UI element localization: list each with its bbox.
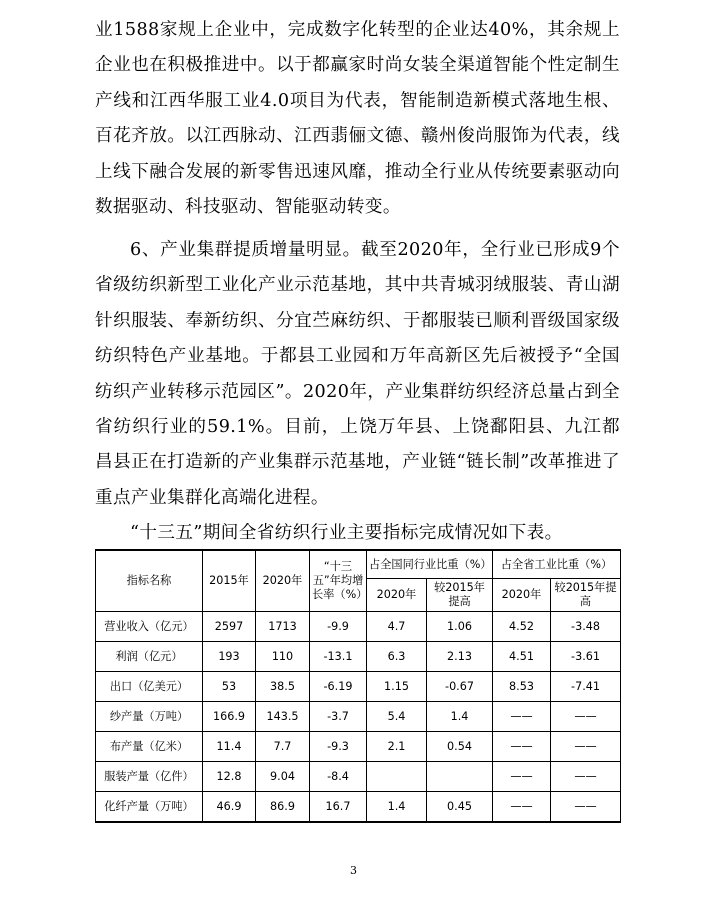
- header-growth: “十三五”年均增长率（%）: [310, 550, 367, 612]
- cell-growth: -13.1: [310, 642, 367, 672]
- cell-2020: 86.9: [256, 792, 310, 823]
- cell-national-2020: 1.4: [367, 792, 427, 823]
- cell-2015: 166.9: [203, 702, 256, 732]
- cell-2020: 7.7: [256, 732, 310, 762]
- table-row: [96, 642, 621, 672]
- cell-provincial-change: -3.48: [551, 612, 621, 642]
- header-national-change: 较2015年提高: [427, 579, 493, 612]
- cell-national-change: [427, 762, 493, 792]
- paragraph-1: 业1588家规上企业中，完成数字化转型的企业达40%，其余规上企业也在积极推进中。以于都赢家时尚女装全渠道智能个性定制生产线和江西华服工业4.0项目为代表，智能制造新模式落地生根、百花齐放。以江西脉动、江西翡俪文德、赣州俊尚服饰为代表，线上线下融合发展的新零售迅速风靡，推动全行业从传统要素驱动向数据驱动、科技驱动、智能驱动转变。: [95, 20, 620, 218]
- header-provincial-change: 较2015年提高: [551, 579, 621, 612]
- cell-growth: -3.7: [310, 702, 367, 732]
- cell-2015: 11.4: [203, 732, 256, 762]
- cell-provincial-2020: ——: [493, 702, 551, 732]
- cell-indicator: 利润（亿元）: [96, 642, 203, 672]
- cell-national-2020: 1.15: [367, 672, 427, 702]
- cell-national-change: -0.67: [427, 672, 493, 702]
- cell-provincial-change: -3.61: [551, 642, 621, 672]
- paragraph-2: 6、产业集群提质增量明显。截至2020年，全行业已形成9个省级纺织新型工业化产业示范基地，其中共青城羽绒服装、青山湖针织服装、奉新纺织、分宜苎麻纺织、于都服装已顺利晋级国家级纺织特色产业基地。于都县工业园和万年高新区先后被授予“全国纺织产业转移示范园区”。2020年，产业集群纺织经济总量占到全省纺织行业的59.1%。目前，上饶万年县、上饶鄱阳县、九江都昌县正在打造新的产业集群示范基地，产业链“链长制”改革推进了重点产业集群化高端化进程。: [95, 240, 620, 508]
- table-row: [96, 732, 621, 762]
- header-provincial-2020: 2020年: [493, 579, 551, 612]
- cell-2020: 110: [256, 642, 310, 672]
- cell-national-change: 0.54: [427, 732, 493, 762]
- cell-provincial-2020: 4.51: [493, 642, 551, 672]
- header-2020: 2020年: [256, 550, 310, 612]
- cell-provincial-2020: ——: [493, 792, 551, 823]
- table-caption: “十三五”期间全省纺织行业主要指标完成情况如下表。: [130, 523, 563, 543]
- cell-growth: -6.19: [310, 672, 367, 702]
- cell-2015: 2597: [203, 612, 256, 642]
- cell-national-2020: 6.3: [367, 642, 427, 672]
- cell-provincial-2020: 8.53: [493, 672, 551, 702]
- cell-national-2020: 4.7: [367, 612, 427, 642]
- table-row: [96, 612, 621, 642]
- cell-2015: 46.9: [203, 792, 256, 823]
- cell-national-2020: 2.1: [367, 732, 427, 762]
- cell-2020: 38.5: [256, 672, 310, 702]
- cell-indicator: 纱产量（万吨）: [96, 702, 203, 732]
- cell-provincial-change: ——: [551, 762, 621, 792]
- cell-national-2020: 5.4: [367, 702, 427, 732]
- cell-indicator: 服装产量（亿件）: [96, 762, 203, 792]
- cell-2020: 9.04: [256, 762, 310, 792]
- cell-2015: 12.8: [203, 762, 256, 792]
- table-row: [96, 762, 621, 792]
- header-national-share: 占全国同行业比重（%）: [367, 550, 493, 579]
- cell-indicator: 出口（亿美元）: [96, 672, 203, 702]
- header-national-2020: 2020年: [367, 579, 427, 612]
- cell-provincial-change: ——: [551, 702, 621, 732]
- cell-provincial-2020: ——: [493, 762, 551, 792]
- cell-national-change: 1.06: [427, 612, 493, 642]
- cell-growth: -8.4: [310, 762, 367, 792]
- cell-growth: -9.9: [310, 612, 367, 642]
- cell-indicator: 化纤产量（万吨）: [96, 792, 203, 823]
- cell-national-change: 0.45: [427, 792, 493, 823]
- cell-provincial-change: -7.41: [551, 672, 621, 702]
- table-row: [96, 702, 621, 732]
- header-2015: 2015年: [203, 550, 256, 612]
- cell-growth: 16.7: [310, 792, 367, 823]
- cell-2020: 1713: [256, 612, 310, 642]
- cell-indicator: 营业收入（亿元）: [96, 612, 203, 642]
- cell-provincial-change: ——: [551, 732, 621, 762]
- header-indicator: 指标名称: [96, 550, 203, 612]
- cell-provincial-2020: ——: [493, 732, 551, 762]
- cell-growth: -9.3: [310, 732, 367, 762]
- indicators-table: [95, 549, 621, 823]
- table-row: [96, 672, 621, 702]
- cell-national-2020: [367, 762, 427, 792]
- cell-provincial-change: ——: [551, 792, 621, 823]
- cell-indicator: 布产量（亿米）: [96, 732, 203, 762]
- cell-national-change: 1.4: [427, 702, 493, 732]
- cell-2020: 143.5: [256, 702, 310, 732]
- page-number: 3: [350, 864, 357, 877]
- cell-provincial-2020: 4.52: [493, 612, 551, 642]
- table-row: [96, 792, 621, 823]
- cell-2015: 193: [203, 642, 256, 672]
- cell-national-change: 2.13: [427, 642, 493, 672]
- cell-2015: 53: [203, 672, 256, 702]
- header-provincial-share: 占全省工业比重（%）: [493, 550, 621, 579]
